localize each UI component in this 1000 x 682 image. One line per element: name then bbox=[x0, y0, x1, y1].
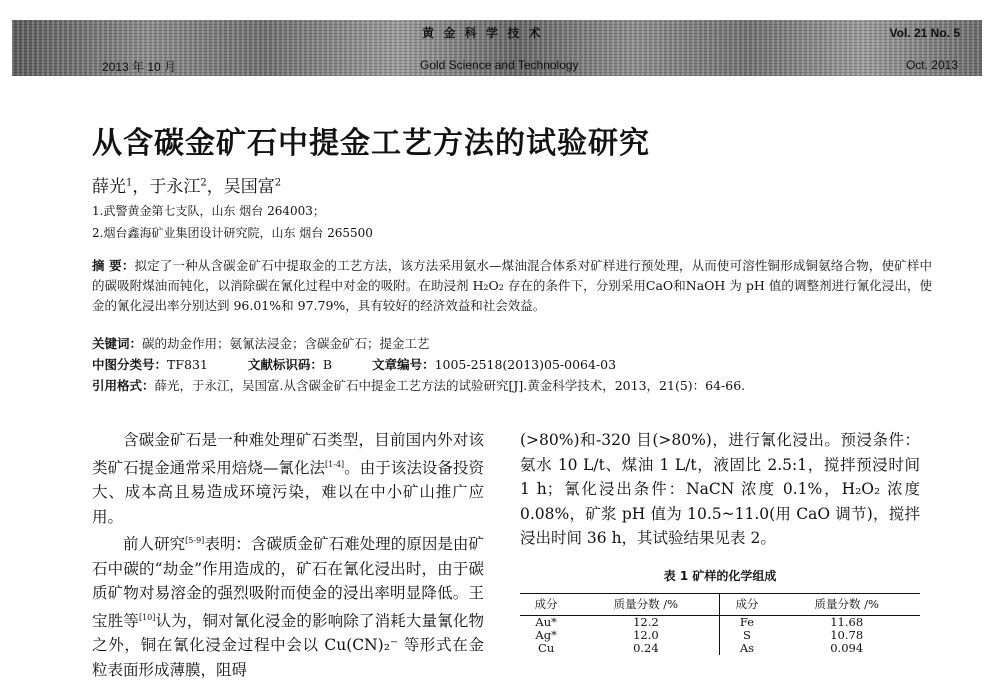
citation-text: 薛光，于永江，吴国富.从含碳金矿石中提金工艺方法的试验研究[J].黄金科学技术，2013，21(5)：64-66. bbox=[154, 378, 746, 393]
paragraph-text: 。由于该法设备投资大、成本高且易造成环境污染，难以在中小矿山推广应用。 bbox=[92, 458, 484, 526]
table-cell: Au* bbox=[535, 615, 557, 629]
clc-label: 中图分类号： bbox=[92, 357, 168, 372]
reference-mark: [10] bbox=[138, 612, 156, 622]
affiliation-2: 2.烟台鑫海矿业集团设计研究院，山东 烟台 265500 bbox=[92, 226, 373, 240]
table-cell: Ag* bbox=[535, 628, 557, 642]
table-cell: 12.0 bbox=[633, 628, 659, 642]
journal-name-en: Gold Science and Technology bbox=[420, 58, 579, 72]
author-separator: ， bbox=[132, 177, 150, 197]
paragraph-text: 前人研究 bbox=[123, 535, 186, 554]
column-header: 成分 bbox=[720, 594, 773, 616]
article-number bbox=[372, 357, 616, 372]
table-cell: 11.68 bbox=[830, 615, 864, 629]
author-affiliation-mark: 2 bbox=[274, 177, 282, 189]
column-header: 成分 bbox=[520, 594, 572, 616]
keywords-text: 碳的劫金作用；氨氰法浸金；含碳金矿石；提金工艺 bbox=[142, 336, 430, 351]
table-row bbox=[520, 616, 920, 630]
author-name: 吴国富 bbox=[223, 177, 275, 197]
journal-name-cn: 黄 金 科 学 技 术 bbox=[422, 26, 544, 40]
abstract bbox=[92, 256, 932, 316]
author-affiliation-mark: 1 bbox=[126, 177, 133, 189]
volume-issue: Vol. 21 No. 5 bbox=[889, 26, 960, 40]
keywords-label: 关键词： bbox=[92, 336, 143, 351]
body-paragraph: (>80%)和-320 目(>80%)，进行氰化浸出。预浸条件：氨水 10 L/t、煤油 1 L/t，液固比 2.5:1，搅拌预浸时间 1 h；氰化浸出条件：NaCN 浓度 0.1%，H₂O₂ 浓度 0.08%，矿浆 pH 值为 10.5~11.0(用 CaO 调节)，搅拌浸出时间 36 h，其试验结果见表 2。 bbox=[520, 431, 920, 547]
body-column-right bbox=[520, 428, 920, 551]
table-cell: 0.094 bbox=[830, 641, 864, 655]
reference-mark: [5-9] bbox=[185, 536, 205, 546]
art-label: 文章编号： bbox=[372, 357, 435, 372]
abstract-text: 拟定了一种从含碳金矿石中提取金的工艺方法，该方法采用氨水—煤油混合体系对矿样进行预处理，从而使可溶性铜形成铜氨络合物，使矿样中的碳吸附煤油而钝化，以消除碳在氰化过程中对金的吸附。在助浸剂 H₂O₂ 存在的条件下，分别采用CaO和NaOH 为 pH 值的调整剂进行氰化浸出，使金的氰化浸出率分别达到 96.01%和 97.79%，具有较好的经济效益和社会效益。 bbox=[92, 258, 932, 313]
issue-date-cn: 2013 年 10 月 bbox=[102, 60, 177, 74]
keywords bbox=[92, 334, 430, 352]
author-name: 于永江 bbox=[149, 177, 201, 197]
clc-value: TF831 bbox=[167, 357, 208, 372]
table-caption: 表 1 矿样的化学组成 bbox=[663, 569, 777, 583]
doc-label: 文献标识码： bbox=[247, 357, 323, 372]
column-header: 质量分数 /% bbox=[572, 594, 720, 616]
clc-number bbox=[92, 357, 208, 372]
citation-label: 引用格式： bbox=[92, 378, 155, 393]
body-column-left bbox=[92, 428, 484, 682]
citation-format bbox=[92, 376, 745, 394]
column-header: 质量分数 /% bbox=[773, 594, 920, 616]
art-value: 1005-2518(2013)05-0064-03 bbox=[434, 357, 617, 372]
reference-mark: [1-4] bbox=[325, 459, 345, 469]
affiliation-1: 1.武警黄金第七支队，山东 烟台 264003； bbox=[92, 204, 325, 218]
body-paragraph bbox=[92, 428, 484, 529]
table-cell: S bbox=[720, 629, 773, 642]
author-separator: ， bbox=[206, 177, 224, 197]
doc-value: B bbox=[322, 357, 333, 372]
issue-date-en: Oct. 2013 bbox=[905, 58, 958, 72]
table-cell: 12.2 bbox=[633, 615, 659, 629]
body-paragraph bbox=[92, 529, 484, 682]
table-row bbox=[520, 642, 920, 655]
table-cell: Fe bbox=[720, 616, 773, 630]
journal-header-banner bbox=[12, 20, 982, 76]
paragraph-text: 表明：含碳质金矿石难处理的原因是由矿石中碳的“劫金”作用造成的，矿石在氰化浸出时，由于碳质矿物对易溶金的强烈吸附而使金的浸出率明显降低。王宝胜等 bbox=[92, 535, 484, 630]
document-code bbox=[248, 357, 332, 372]
classification-line bbox=[92, 355, 652, 373]
author-list bbox=[92, 172, 281, 197]
table-cell: Cu bbox=[538, 641, 555, 655]
table-cell: 10.78 bbox=[830, 628, 864, 642]
chemical-composition-table bbox=[520, 593, 920, 655]
table-cell: As bbox=[720, 642, 773, 655]
table-header-row bbox=[520, 594, 920, 616]
paragraph-text: 认为，铜对氰化浸金的影响除了消耗大量氰化物之外，铜在氰化浸金过程中会以 Cu(CN)₂⁻ 等形式在金粒表面形成薄膜，阻碍 bbox=[92, 611, 484, 679]
table-cell: 0.24 bbox=[633, 641, 659, 655]
author-affiliation-mark: 2 bbox=[200, 177, 207, 189]
paragraph-text: 含碳金矿石是一种难处理矿石类型，目前国内外对该类矿石提金通常采用焙烧—氰化法 bbox=[92, 431, 484, 477]
article-title: 从含碳金矿石中提金工艺方法的试验研究 bbox=[92, 126, 650, 161]
author-name: 薛光 bbox=[92, 177, 126, 197]
abstract-label: 摘 要： bbox=[92, 258, 135, 273]
